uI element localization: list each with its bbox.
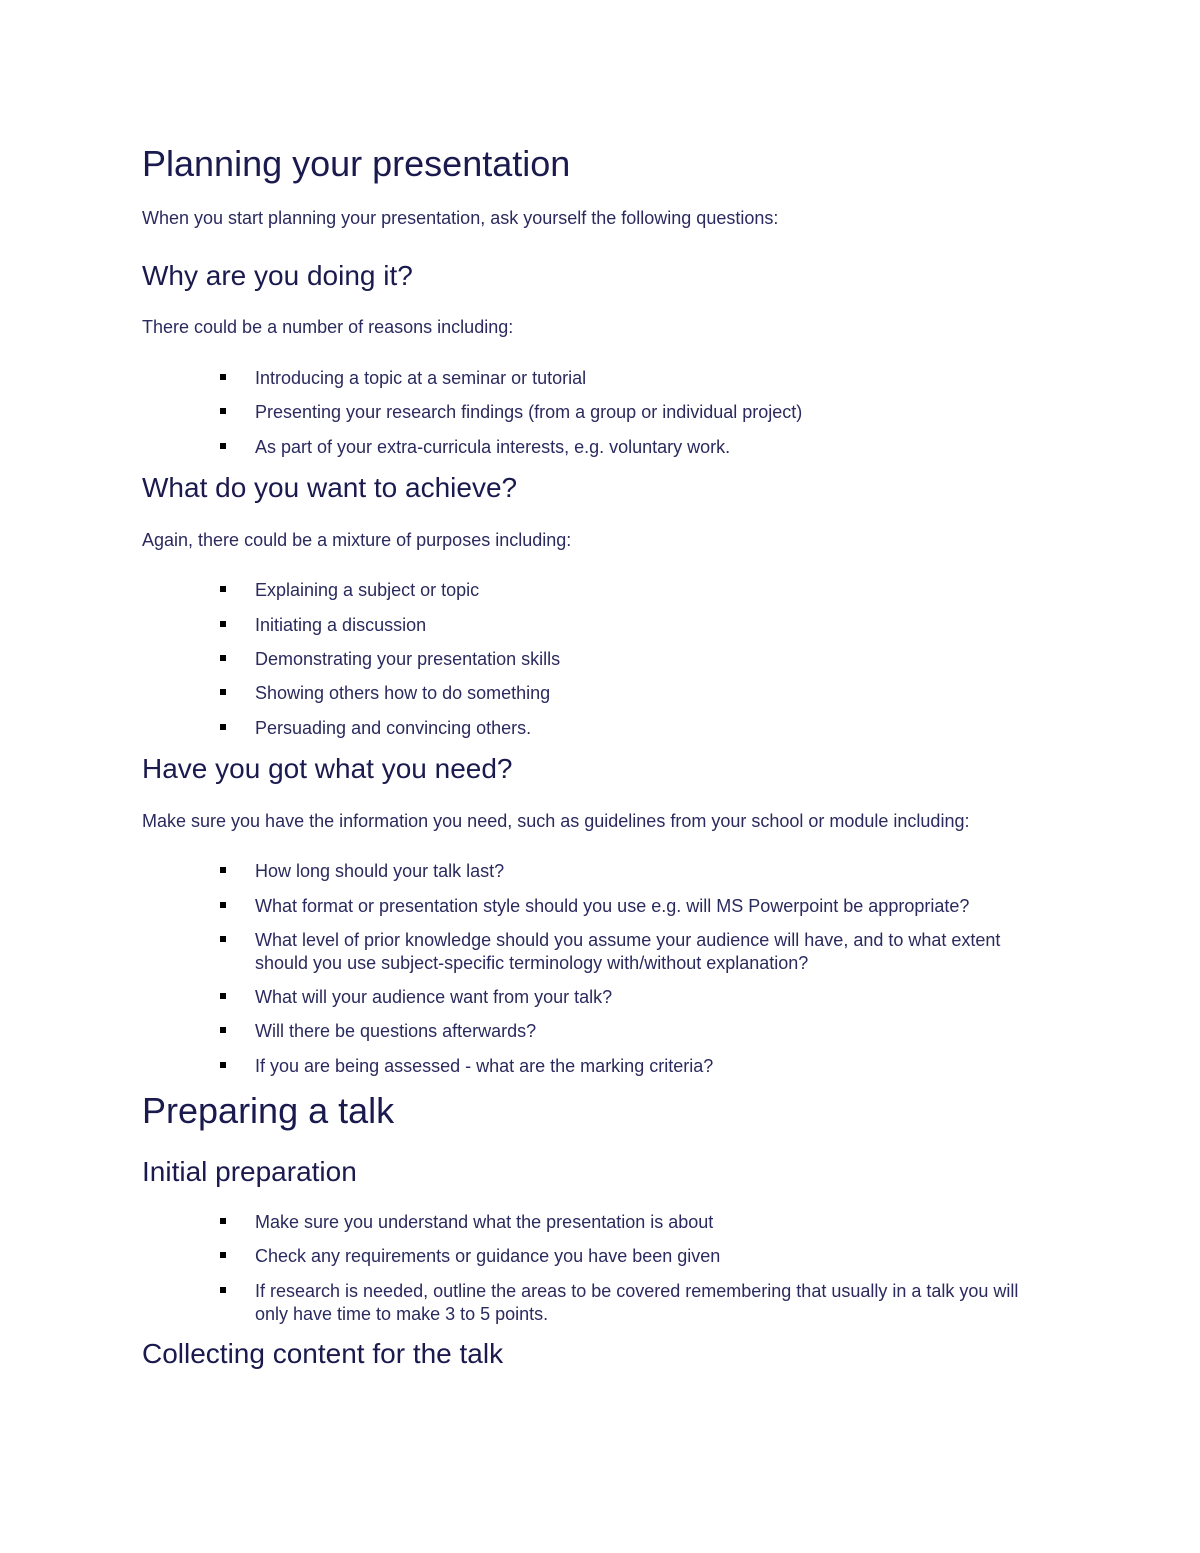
heading-initial: Initial preparation — [142, 1156, 357, 1187]
list-item: What format or presentation style should you use e.g. will MS Powerpoint be appropriate? — [220, 895, 1055, 918]
achieve-intro: Again, there could be a mixture of purposes including: — [142, 530, 572, 550]
list-item: Check any requirements or guidance you have been given — [220, 1245, 1055, 1268]
list-item: Introducing a topic at a seminar or tutorial — [220, 367, 1055, 390]
planning-intro: When you start planning your presentation, ask yourself the following questions: — [142, 208, 779, 228]
list-item: Explaining a subject or topic — [220, 579, 1055, 602]
heading-need: Have you got what you need? — [142, 753, 513, 784]
list-item: If research is needed, outline the areas to be covered remembering that usually in a talk you will only have time to make 3 to 5 points. — [220, 1280, 1055, 1326]
bullet-icon — [220, 1218, 226, 1224]
bullet-icon — [220, 1287, 226, 1293]
bullet-icon — [220, 621, 226, 627]
need-intro: Make sure you have the information you need, such as guidelines from your school or module including: — [142, 811, 970, 831]
bullet-icon — [220, 655, 226, 661]
list-item: Initiating a discussion — [220, 614, 1055, 637]
page-title-preparing: Preparing a talk — [142, 1090, 395, 1131]
bullet-icon — [220, 1027, 226, 1033]
heading-collecting: Collecting content for the talk — [142, 1338, 504, 1369]
list-item: Presenting your research findings (from a group or individual project) — [220, 401, 1055, 424]
bullet-icon — [220, 993, 226, 999]
list-item: How long should your talk last? — [220, 860, 1055, 883]
bullet-icon — [220, 867, 226, 873]
list-item: Showing others how to do something — [220, 682, 1055, 705]
list-item: Make sure you understand what the presentation is about — [220, 1211, 1055, 1234]
list-item: Persuading and convincing others. — [220, 717, 1055, 740]
list-item: Demonstrating your presentation skills — [220, 648, 1055, 671]
bullet-icon — [220, 408, 226, 414]
bullet-icon — [220, 1252, 226, 1258]
why-intro: There could be a number of reasons including: — [142, 317, 514, 337]
list-item: If you are being assessed - what are the marking criteria? — [220, 1055, 1055, 1078]
heading-achieve: What do you want to achieve? — [142, 472, 518, 503]
bullet-icon — [220, 586, 226, 592]
page-title-planning: Planning your presentation — [142, 143, 571, 184]
bullet-icon — [220, 724, 226, 730]
bullet-icon — [220, 689, 226, 695]
bullet-icon — [220, 902, 226, 908]
bullet-icon — [220, 374, 226, 380]
list-item: What will your audience want from your talk? — [220, 986, 1055, 1009]
bullet-icon — [220, 1062, 226, 1068]
bullet-icon — [220, 443, 226, 449]
list-item: Will there be questions afterwards? — [220, 1020, 1055, 1043]
heading-why: Why are you doing it? — [142, 260, 413, 291]
bullet-icon — [220, 936, 226, 942]
list-item: As part of your extra-curricula interests, e.g. voluntary work. — [220, 436, 1055, 459]
list-item: What level of prior knowledge should you assume your audience will have, and to what extent should you use subject-specific terminology with/without explanation? — [220, 929, 1055, 975]
